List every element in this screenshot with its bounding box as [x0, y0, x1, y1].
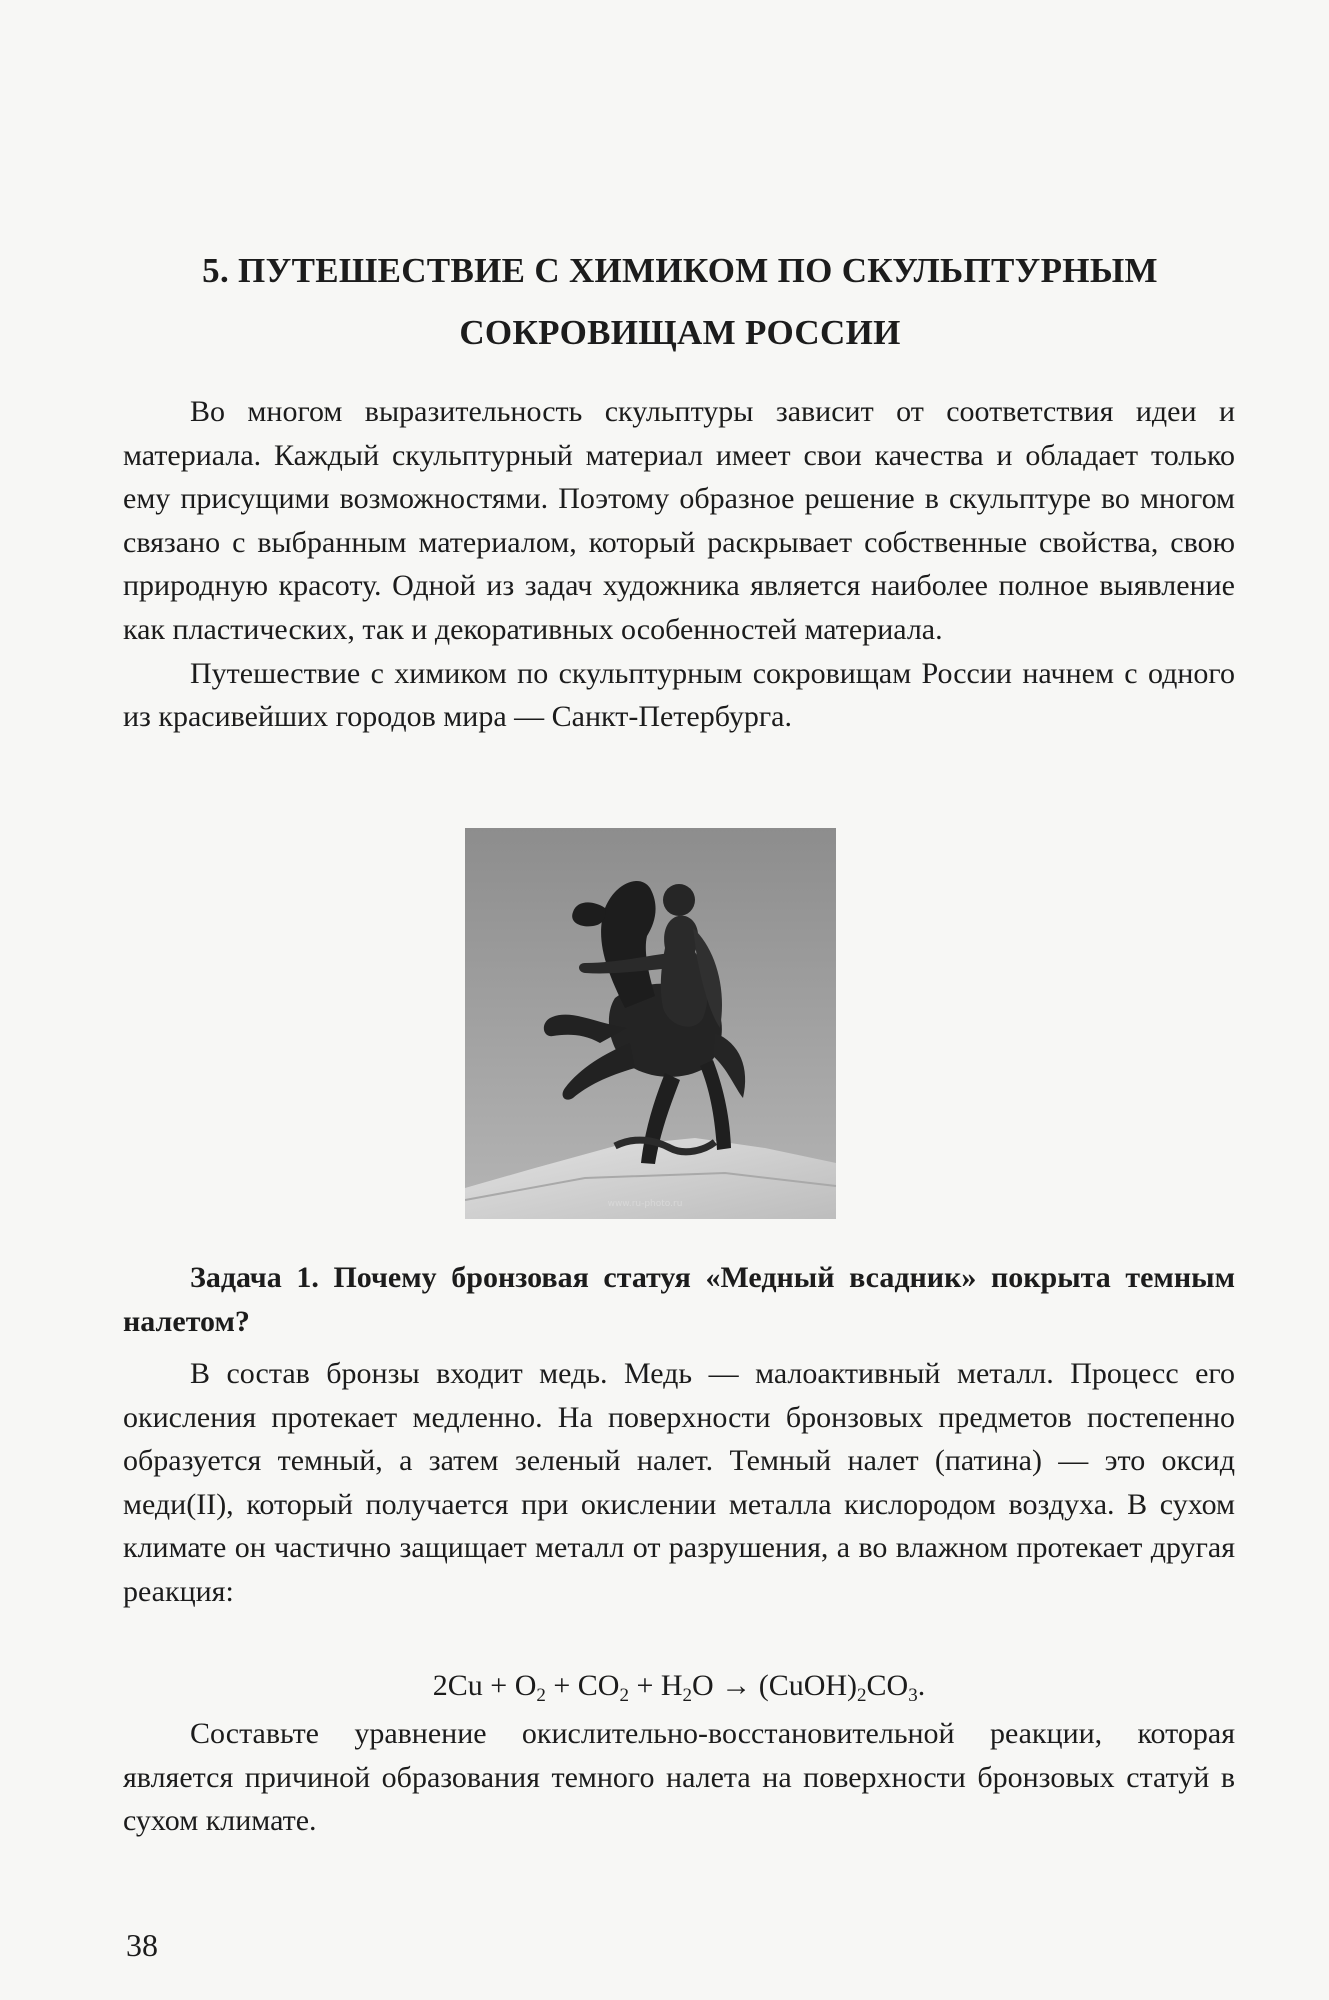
task-1-question-block — [123, 1712, 1235, 1843]
task-1-body — [123, 1352, 1235, 1614]
chemical-equation — [123, 1664, 1235, 1708]
statue-illustration — [465, 828, 836, 1219]
intro-paragraph-2: Путешествие с химиком по скульптурным сокровищам России начнем с одного из красивейших городов мира — Санкт-Петербурга. — [123, 656, 1235, 734]
task-1-heading: Задача 1. Почему бронзовая статуя «Медный всадник» покрыта темным налетом? — [123, 1261, 1235, 1338]
task-1-explanation: В состав бронзы входит медь. Медь — малоактивный металл. Процесс его окисления протекает медленно. На поверхности бронзовых предметов постепенно образуется темный, а затем зеленый налет. Темный налет (патина) — это оксид меди(II), который получается при окислении металла кислородом воздуха. В сухом климате он частично защищает металл от разрушения, а во влажном протекает другая реакция: — [123, 1357, 1235, 1608]
equation-term: CO — [866, 1669, 909, 1702]
intro-text — [123, 390, 1235, 739]
photo-watermark: www.ru-photo.ru — [607, 1199, 683, 1209]
bronze-horseman-photo — [465, 828, 836, 1219]
equation-term: + H — [628, 1669, 683, 1702]
task-1-question: Составьте уравнение окислительно-восстановительной реакции, которая является причиной образования темного налета на поверхности бронзовых статуй в сухом климате. — [123, 1717, 1235, 1838]
equation-subscript: 3 — [908, 1685, 918, 1706]
page-number: 38 — [126, 1927, 158, 1963]
equation-term: 2Cu + O — [432, 1669, 537, 1702]
equation-subscript: 2 — [536, 1685, 546, 1706]
chapter-title — [120, 240, 1240, 364]
equation-subscript: 2 — [682, 1685, 693, 1706]
chapter-title-line-2: СОКРОВИЩАМ РОССИИ — [459, 313, 901, 352]
equation-subscript: 2 — [619, 1685, 629, 1706]
chapter-title-line-1: 5. ПУТЕШЕСТВИЕ С ХИМИКОМ ПО СКУЛЬПТУРНЫМ — [202, 251, 1158, 290]
intro-paragraph-1: Во многом выразительность скульптуры зависит от соответствия идеи и материала. Каждый скульптурный материал имеет свои качества и обладает только ему присущими возможностями. Поэтому образное решение в скульптуре во многом связано с выбранным материалом, который раскрывает собственные свойства, свою природную красоту. Одной из задач художника является наиболее полное выявление как пластических, так и декоративных особенностей материала. — [123, 395, 1235, 646]
equation-term: . — [917, 1669, 926, 1702]
equation-subscript: 2 — [857, 1685, 867, 1706]
equation-term: O → (CuOH) — [692, 1669, 858, 1702]
equation-term: + CO — [545, 1669, 620, 1702]
